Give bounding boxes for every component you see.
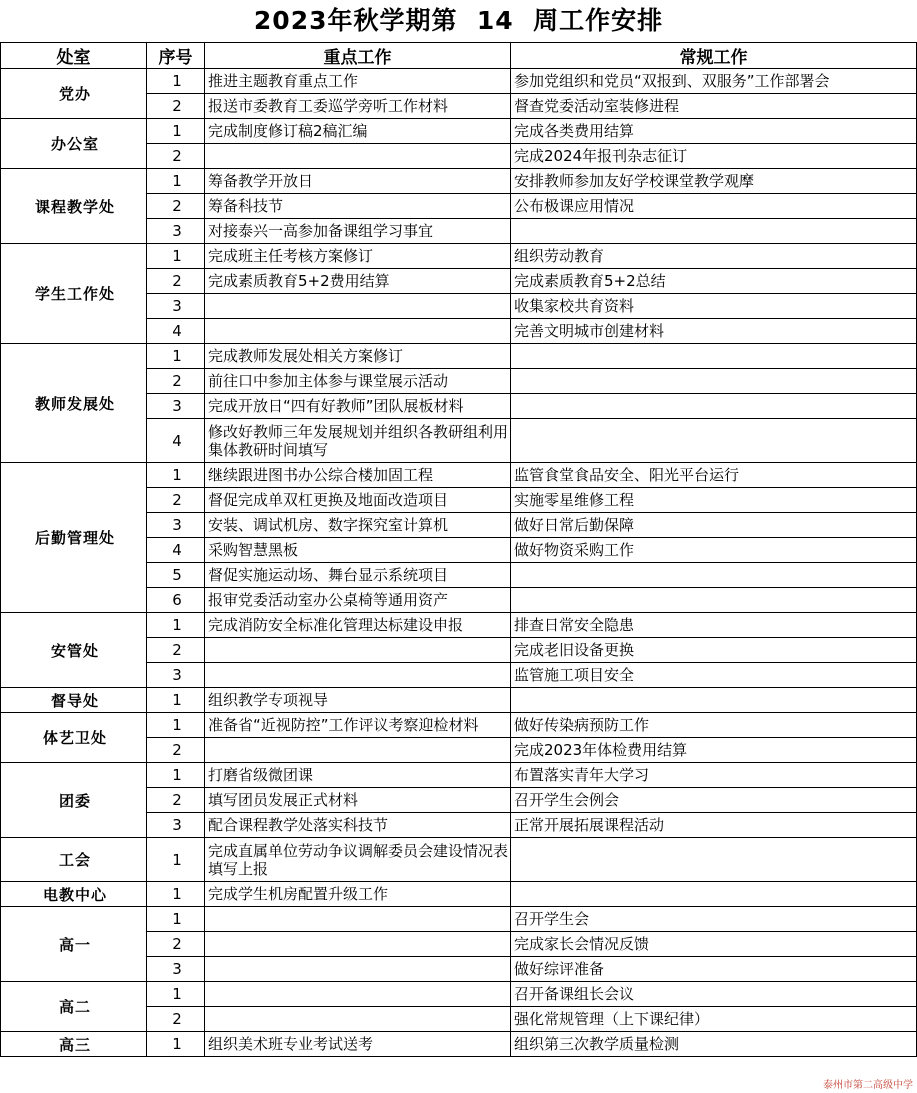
- key-work-cell: 完成开放日“四有好教师”团队展板材料: [205, 394, 511, 419]
- key-work-cell: 完成班主任考核方案修订: [205, 244, 511, 269]
- routine-work-cell: [511, 369, 917, 394]
- key-work-cell: 督促完成单双杠更换及地面改造项目: [205, 488, 511, 513]
- routine-work-cell: [511, 882, 917, 907]
- key-work-cell: [205, 663, 511, 688]
- dept-cell: 党办: [1, 69, 147, 119]
- table-row: [1, 688, 917, 713]
- dept-cell: 高二: [1, 982, 147, 1032]
- routine-work-cell: [511, 563, 917, 588]
- key-work-cell: 报送市委教育工委巡学旁听工作材料: [205, 94, 511, 119]
- dept-cell: 办公室: [1, 119, 147, 169]
- key-work-cell: [205, 907, 511, 932]
- seq-cell: 1: [147, 244, 205, 269]
- routine-work-cell: 参加党组织和党员“双报到、双服务”工作部署会: [511, 69, 917, 94]
- routine-work-cell: 收集家校共育资料: [511, 294, 917, 319]
- dept-cell: 工会: [1, 838, 147, 882]
- key-work-cell: [205, 738, 511, 763]
- seq-cell: 4: [147, 319, 205, 344]
- seq-cell: 5: [147, 563, 205, 588]
- seq-cell: 1: [147, 838, 205, 882]
- routine-work-cell: 监管食堂食品安全、阳光平台运行: [511, 463, 917, 488]
- seq-cell: 1: [147, 882, 205, 907]
- routine-work-cell: 召开学生会: [511, 907, 917, 932]
- seq-cell: 3: [147, 294, 205, 319]
- seq-cell: 4: [147, 419, 205, 463]
- routine-work-cell: 完善文明城市创建材料: [511, 319, 917, 344]
- key-work-cell: 安装、调试机房、数字探究室计算机: [205, 513, 511, 538]
- header-routine-work: 常规工作: [511, 43, 917, 69]
- seq-cell: 2: [147, 638, 205, 663]
- key-work-cell: 完成制度修订稿2稿汇编: [205, 119, 511, 144]
- seq-cell: 3: [147, 957, 205, 982]
- routine-work-cell: 完成家长会情况反馈: [511, 932, 917, 957]
- key-work-cell: [205, 144, 511, 169]
- seq-cell: 2: [147, 738, 205, 763]
- seq-cell: 2: [147, 144, 205, 169]
- key-work-cell: 打磨省级微团课: [205, 763, 511, 788]
- seq-cell: 1: [147, 1032, 205, 1057]
- key-work-cell: 准备省“近视防控”工作评议考察迎检材料: [205, 713, 511, 738]
- seq-cell: 2: [147, 369, 205, 394]
- routine-work-cell: 做好日常后勤保障: [511, 513, 917, 538]
- header-seq: 序号: [147, 43, 205, 69]
- dept-cell: 课程教学处: [1, 169, 147, 244]
- dept-cell: 电教中心: [1, 882, 147, 907]
- routine-work-cell: 实施零星维修工程: [511, 488, 917, 513]
- table-row: [1, 613, 917, 638]
- dept-cell: 后勤管理处: [1, 463, 147, 613]
- routine-work-cell: 安排教师参加友好学校课堂教学观摩: [511, 169, 917, 194]
- table-row: [1, 882, 917, 907]
- key-work-cell: [205, 294, 511, 319]
- key-work-cell: [205, 957, 511, 982]
- table-row: [1, 463, 917, 488]
- seq-cell: 1: [147, 69, 205, 94]
- table-row: [1, 1032, 917, 1057]
- header-key-work: 重点工作: [205, 43, 511, 69]
- seq-cell: 3: [147, 513, 205, 538]
- dept-cell: 团委: [1, 763, 147, 838]
- seq-cell: 2: [147, 94, 205, 119]
- key-work-cell: 筹备科技节: [205, 194, 511, 219]
- dept-cell: 学生工作处: [1, 244, 147, 344]
- routine-work-cell: [511, 419, 917, 463]
- routine-work-cell: 公布极课应用情况: [511, 194, 917, 219]
- key-work-cell: 修改好教师三年发展规划并组织各教研组利用集体教研时间填写: [205, 419, 511, 463]
- seq-cell: 6: [147, 588, 205, 613]
- seq-cell: 1: [147, 688, 205, 713]
- routine-work-cell: [511, 838, 917, 882]
- routine-work-cell: 排查日常安全隐患: [511, 613, 917, 638]
- header-dept: 处室: [1, 43, 147, 69]
- seq-cell: 1: [147, 982, 205, 1007]
- table-row: [1, 244, 917, 269]
- routine-work-cell: 召开备课组长会议: [511, 982, 917, 1007]
- key-work-cell: 完成消防安全标准化管理达标建设申报: [205, 613, 511, 638]
- dept-cell: 督导处: [1, 688, 147, 713]
- table-row: [1, 982, 917, 1007]
- seq-cell: 1: [147, 763, 205, 788]
- dept-cell: 体艺卫处: [1, 713, 147, 763]
- seq-cell: 3: [147, 813, 205, 838]
- routine-work-cell: 完成2024年报刊杂志征订: [511, 144, 917, 169]
- key-work-cell: 督促实施运动场、舞台显示系统项目: [205, 563, 511, 588]
- dept-cell: 高三: [1, 1032, 147, 1057]
- routine-work-cell: [511, 688, 917, 713]
- routine-work-cell: [511, 394, 917, 419]
- routine-work-cell: 召开学生会例会: [511, 788, 917, 813]
- key-work-cell: 前往口中参加主体参与课堂展示活动: [205, 369, 511, 394]
- seq-cell: 1: [147, 169, 205, 194]
- seq-cell: 2: [147, 1007, 205, 1032]
- seq-cell: 2: [147, 194, 205, 219]
- routine-work-cell: 做好物资采购工作: [511, 538, 917, 563]
- routine-work-cell: 完成老旧设备更换: [511, 638, 917, 663]
- key-work-cell: 完成素质教育5+2费用结算: [205, 269, 511, 294]
- schedule-table: [0, 42, 917, 1057]
- table-body: [1, 69, 917, 1057]
- dept-cell: 安管处: [1, 613, 147, 688]
- routine-work-cell: 强化常规管理（上下课纪律）: [511, 1007, 917, 1032]
- key-work-cell: 继续跟进图书办公综合楼加固工程: [205, 463, 511, 488]
- key-work-cell: 推进主题教育重点工作: [205, 69, 511, 94]
- table-row: [1, 763, 917, 788]
- seq-cell: 1: [147, 119, 205, 144]
- key-work-cell: 组织教学专项视导: [205, 688, 511, 713]
- seq-cell: 2: [147, 932, 205, 957]
- routine-work-cell: 组织劳动教育: [511, 244, 917, 269]
- seq-cell: 3: [147, 394, 205, 419]
- dept-cell: 教师发展处: [1, 344, 147, 463]
- key-work-cell: [205, 638, 511, 663]
- key-work-cell: [205, 982, 511, 1007]
- seq-cell: 1: [147, 907, 205, 932]
- table-row: [1, 119, 917, 144]
- seq-cell: 1: [147, 613, 205, 638]
- page-title: 2023年秋学期第 14 周工作安排: [253, 6, 664, 35]
- key-work-cell: [205, 932, 511, 957]
- routine-work-cell: 完成各类费用结算: [511, 119, 917, 144]
- table-row: [1, 713, 917, 738]
- dept-cell: 高一: [1, 907, 147, 982]
- routine-work-cell: [511, 344, 917, 369]
- key-work-cell: 筹备教学开放日: [205, 169, 511, 194]
- table-row: [1, 344, 917, 369]
- routine-work-cell: 监管施工项目安全: [511, 663, 917, 688]
- key-work-cell: 完成教师发展处相关方案修订: [205, 344, 511, 369]
- header-row: [1, 43, 917, 69]
- seq-cell: 3: [147, 219, 205, 244]
- routine-work-cell: 做好传染病预防工作: [511, 713, 917, 738]
- seq-cell: 3: [147, 663, 205, 688]
- routine-work-cell: 完成2023年体检费用结算: [511, 738, 917, 763]
- key-work-cell: 完成直属单位劳动争议调解委员会建设情况表填写上报: [205, 838, 511, 882]
- key-work-cell: 对接泰兴一高参加备课组学习事宜: [205, 219, 511, 244]
- routine-work-cell: 组织第三次教学质量检测: [511, 1032, 917, 1057]
- key-work-cell: 采购智慧黑板: [205, 538, 511, 563]
- routine-work-cell: 督查党委活动室装修进程: [511, 94, 917, 119]
- seq-cell: 2: [147, 269, 205, 294]
- seq-cell: 2: [147, 788, 205, 813]
- watermark-text: 泰州市第二高级中学: [823, 1080, 913, 1091]
- routine-work-cell: 正常开展拓展课程活动: [511, 813, 917, 838]
- seq-cell: 1: [147, 344, 205, 369]
- key-work-cell: 完成学生机房配置升级工作: [205, 882, 511, 907]
- routine-work-cell: [511, 219, 917, 244]
- seq-cell: 1: [147, 463, 205, 488]
- key-work-cell: [205, 319, 511, 344]
- seq-cell: 2: [147, 488, 205, 513]
- key-work-cell: [205, 1007, 511, 1032]
- routine-work-cell: 完成素质教育5+2总结: [511, 269, 917, 294]
- key-work-cell: 填写团员发展正式材料: [205, 788, 511, 813]
- routine-work-cell: [511, 588, 917, 613]
- key-work-cell: 组织美术班专业考试送考: [205, 1032, 511, 1057]
- key-work-cell: 报审党委活动室办公桌椅等通用资产: [205, 588, 511, 613]
- routine-work-cell: 做好综评准备: [511, 957, 917, 982]
- table-row: [1, 69, 917, 94]
- table-row: [1, 907, 917, 932]
- table-row: [1, 169, 917, 194]
- table-row: [1, 838, 917, 882]
- key-work-cell: 配合课程教学处落实科技节: [205, 813, 511, 838]
- seq-cell: 1: [147, 713, 205, 738]
- seq-cell: 4: [147, 538, 205, 563]
- routine-work-cell: 布置落实青年大学习: [511, 763, 917, 788]
